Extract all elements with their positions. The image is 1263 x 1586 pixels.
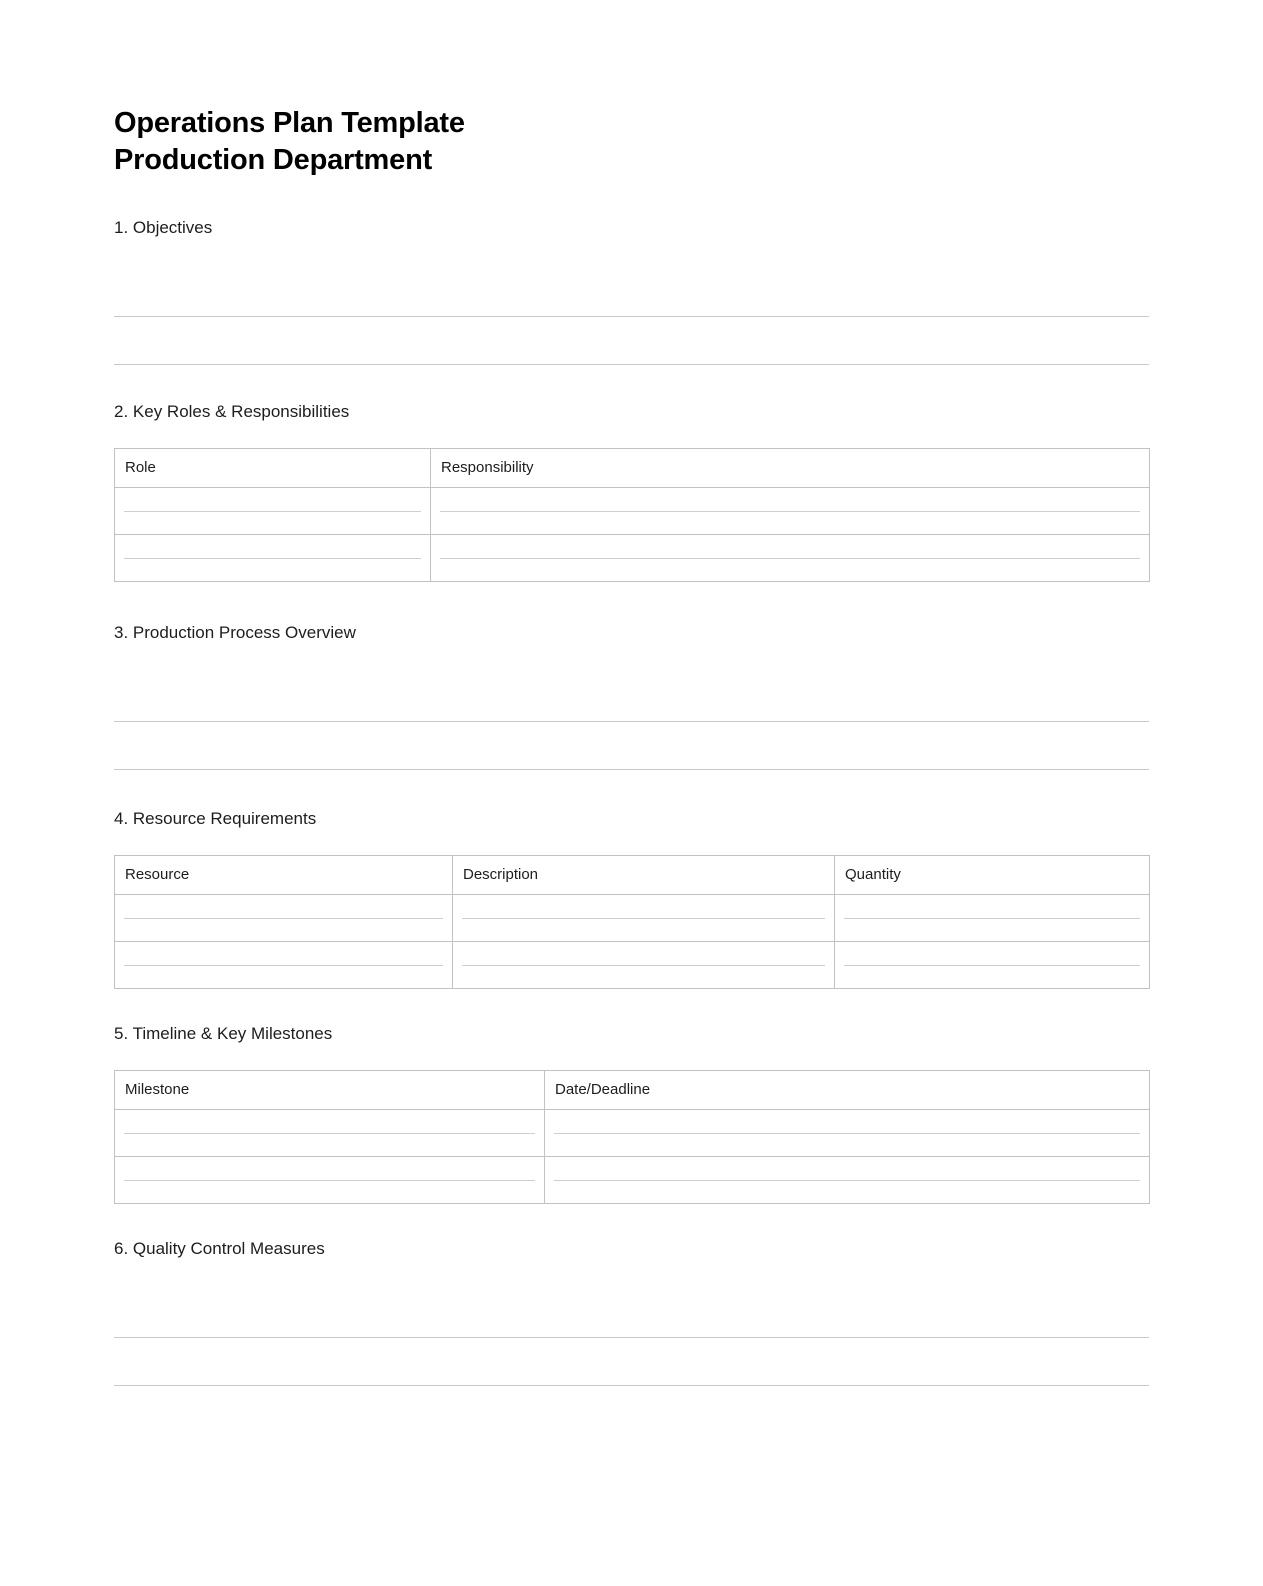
spacer [114, 317, 1149, 364]
cell-responsibility[interactable] [431, 535, 1150, 582]
cell-rule-line [124, 895, 443, 919]
spacer [114, 423, 1149, 448]
cell-rule-line [554, 1110, 1140, 1134]
rule-line [114, 1385, 1149, 1386]
section-resource-requirements [114, 808, 1149, 989]
cell-role[interactable] [115, 488, 431, 535]
column-header-resource: Resource [115, 856, 453, 895]
spacer [114, 582, 1149, 622]
quality-control-answer-area[interactable] [114, 1290, 1149, 1386]
cell-date-deadline[interactable] [545, 1157, 1150, 1204]
spacer [114, 269, 1149, 316]
spacer [114, 1045, 1149, 1070]
spacer [114, 1290, 1149, 1337]
column-header-description: Description [453, 856, 835, 895]
column-header-milestone: Milestone [115, 1071, 545, 1110]
cell-description[interactable] [453, 895, 835, 942]
spacer [114, 365, 1149, 401]
section-quality-control [114, 1238, 1149, 1386]
section-objectives [114, 217, 1149, 365]
spacer [114, 644, 1149, 674]
spacer [114, 989, 1149, 1023]
spacer [114, 1260, 1149, 1290]
spacer [114, 770, 1149, 808]
cell-quantity[interactable] [835, 942, 1150, 989]
column-header-role: Role [115, 449, 431, 488]
section-heading-key-roles: 2. Key Roles & Responsibilities [114, 402, 350, 421]
table-header-row [115, 856, 1150, 895]
cell-milestone[interactable] [115, 1110, 545, 1157]
section-key-roles [114, 401, 1149, 582]
page-title-line-2: Production Department [114, 144, 433, 176]
column-header-date-deadline: Date/Deadline [545, 1071, 1150, 1110]
cell-rule-line [440, 488, 1140, 512]
production-process-answer-area[interactable] [114, 674, 1149, 770]
cell-milestone[interactable] [115, 1157, 545, 1204]
cell-quantity[interactable] [835, 895, 1150, 942]
cell-responsibility[interactable] [431, 488, 1150, 535]
cell-resource[interactable] [115, 895, 453, 942]
cell-rule-line [124, 1157, 535, 1181]
cell-rule-line [124, 535, 421, 559]
cell-rule-line [462, 895, 825, 919]
cell-rule-line [440, 535, 1140, 559]
section-heading-objectives: 1. Objectives [114, 218, 213, 237]
table-row [115, 535, 1150, 582]
section-heading-timeline-milestones: 5. Timeline & Key Milestones [114, 1024, 333, 1043]
cell-rule-line [554, 1157, 1140, 1181]
table-row [115, 942, 1150, 989]
spacer [114, 1204, 1149, 1238]
section-timeline-milestones [114, 1023, 1149, 1204]
cell-date-deadline[interactable] [545, 1110, 1150, 1157]
cell-rule-line [124, 1110, 535, 1134]
cell-rule-line [462, 942, 825, 966]
section-production-process [114, 622, 1149, 770]
column-header-quantity: Quantity [835, 856, 1150, 895]
page-title [114, 105, 1149, 179]
cell-resource[interactable] [115, 942, 453, 989]
cell-rule-line [124, 488, 421, 512]
section-heading-quality-control: 6. Quality Control Measures [114, 1239, 325, 1258]
table-header-row [115, 449, 1150, 488]
spacer [114, 830, 1149, 855]
cell-rule-line [124, 942, 443, 966]
resource-requirements-table [114, 855, 1150, 989]
cell-rule-line [844, 895, 1140, 919]
timeline-milestones-table [114, 1070, 1150, 1204]
table-header-row [115, 1071, 1150, 1110]
page-title-line-1: Operations Plan Template [114, 107, 465, 139]
section-heading-production-process: 3. Production Process Overview [114, 623, 356, 642]
table-row [115, 488, 1150, 535]
table-row [115, 895, 1150, 942]
cell-role[interactable] [115, 535, 431, 582]
cell-rule-line [844, 942, 1140, 966]
objectives-answer-area[interactable] [114, 269, 1149, 365]
table-row [115, 1157, 1150, 1204]
column-header-responsibility: Responsibility [431, 449, 1150, 488]
spacer [114, 722, 1149, 769]
spacer [114, 179, 1149, 217]
table-row [115, 1110, 1150, 1157]
cell-description[interactable] [453, 942, 835, 989]
section-heading-resource-requirements: 4. Resource Requirements [114, 809, 317, 828]
spacer [114, 1338, 1149, 1385]
spacer [114, 239, 1149, 269]
spacer [114, 674, 1149, 721]
key-roles-table [114, 448, 1150, 582]
